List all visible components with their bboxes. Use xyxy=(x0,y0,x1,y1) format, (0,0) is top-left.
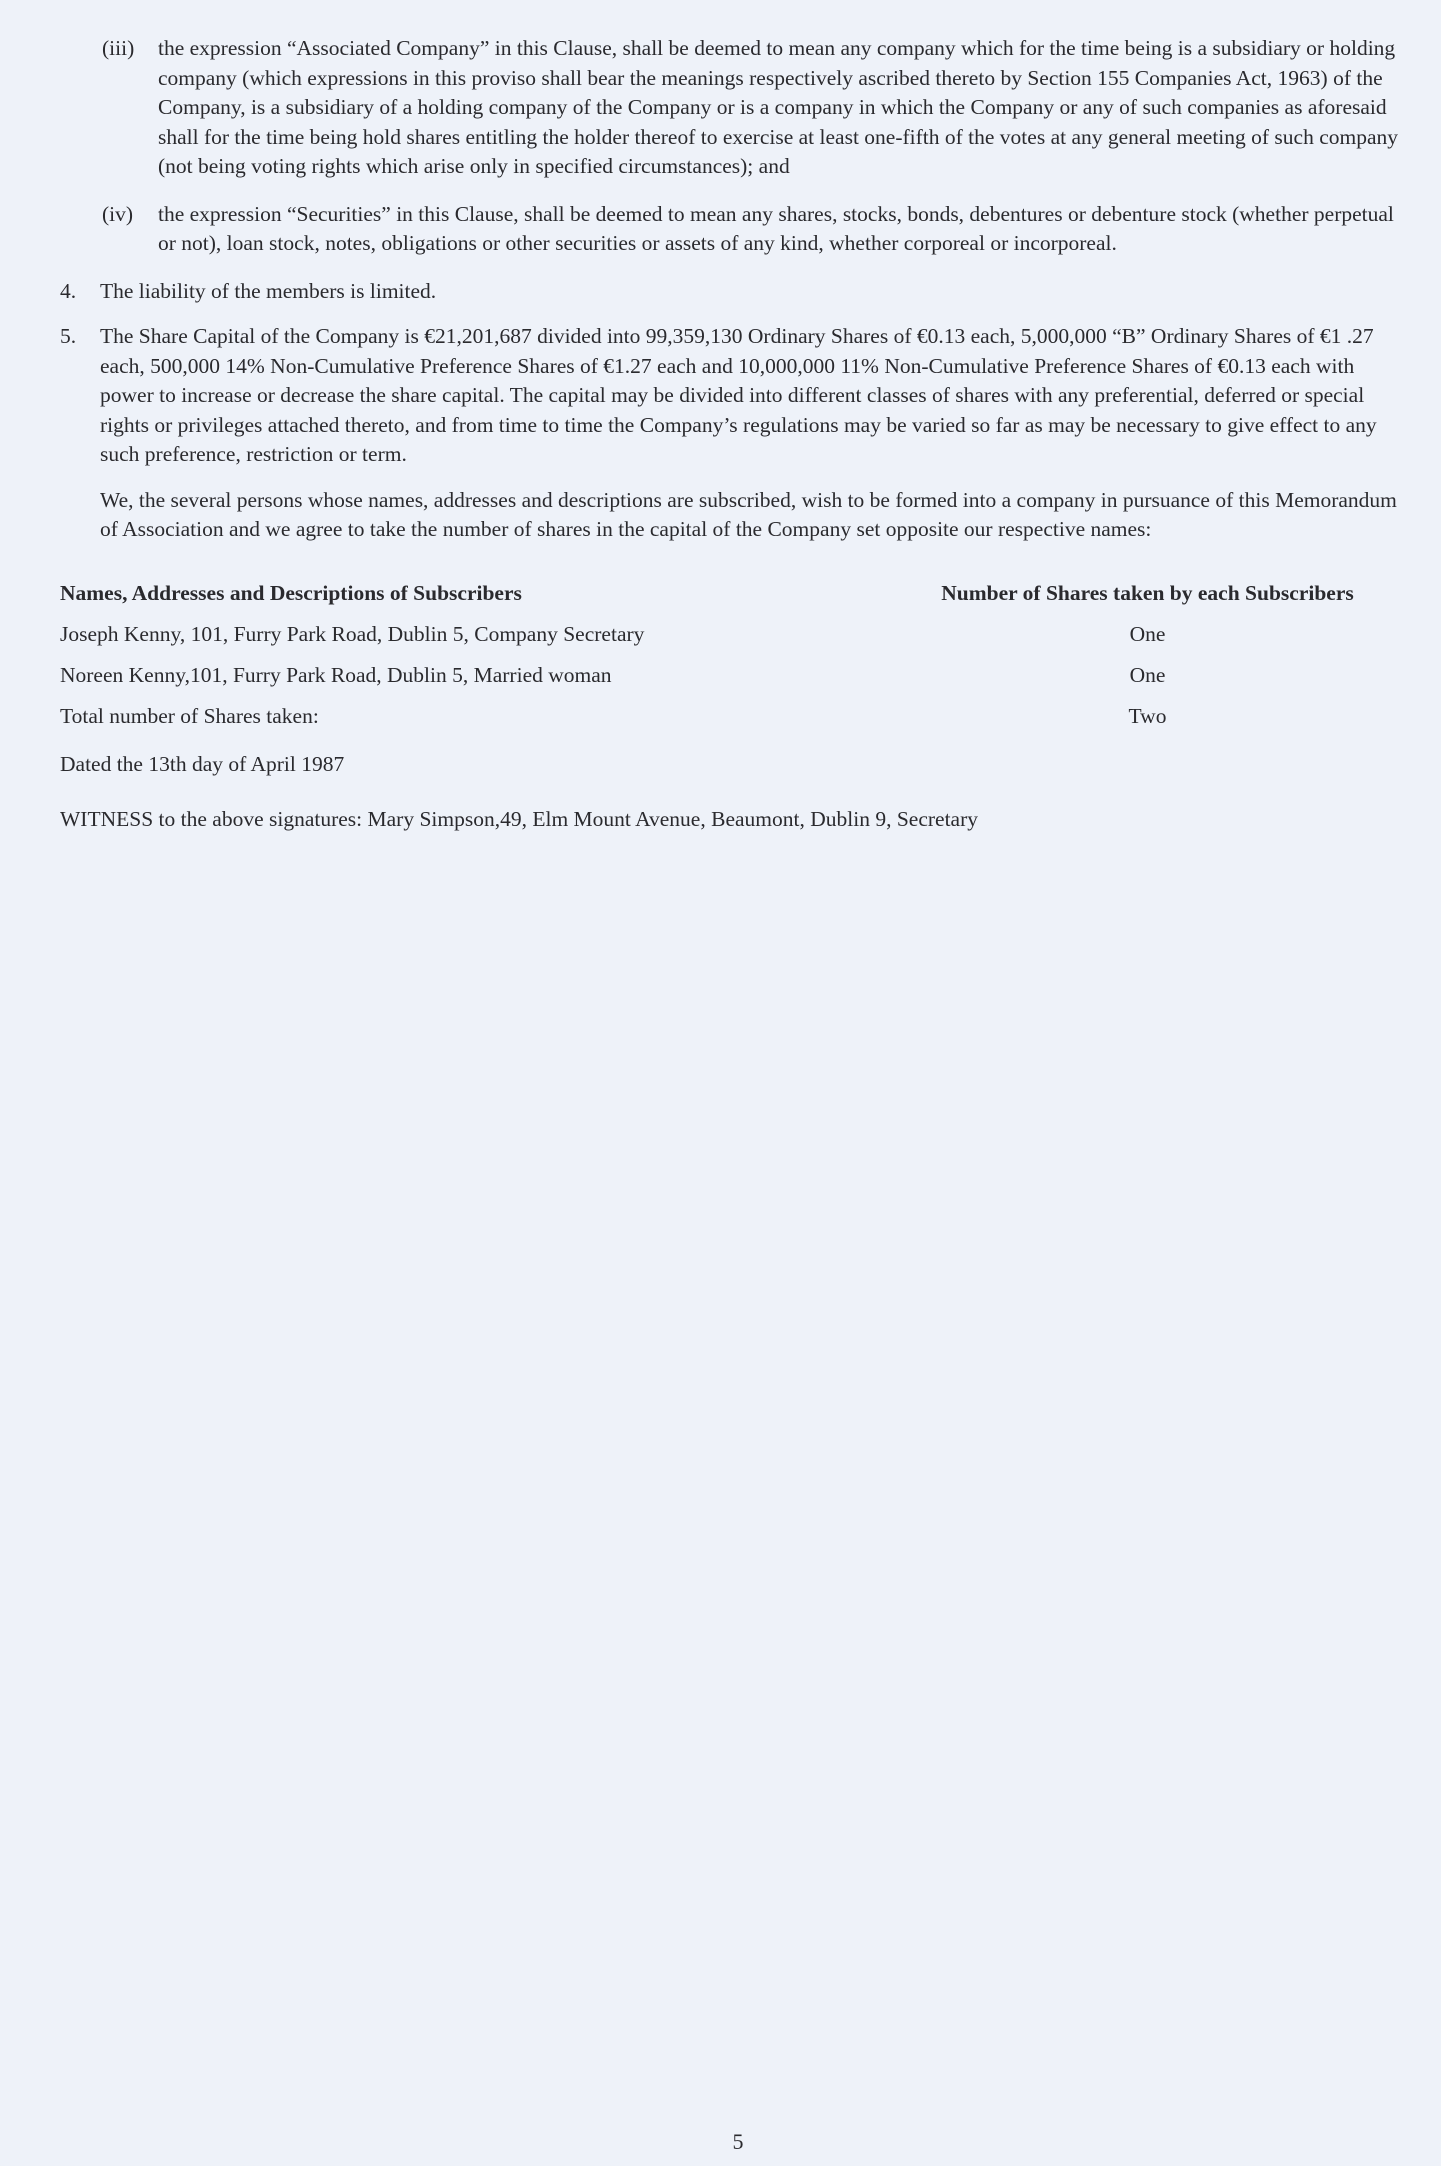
subclause-text: the expression “Associated Company” in this Clause, shall be deemed to mean any company which for the time being is a subsidiary or holding company (which expressions in this proviso shall bear the meanings respectively ascribed thereto by Section 155 Companies Act, 1963) of the Company, is a subsidiary of a holding company of the Company or is a company in which the Company or any of such companies as aforesaid shall for the time being hold shares entitling the holder thereof to exercise at least one-fifth of the votes at any general meeting of such company (not being voting rights which arise only in specified circumstances); and xyxy=(158,36,1399,178)
witness-line: WITNESS to the above signatures: Mary Simpson,49, Elm Mount Avenue, Beaumont, Dublin 9, Secretary xyxy=(60,807,978,831)
total-label: Total number of Shares taken: xyxy=(60,704,319,729)
clause-number: 5. xyxy=(60,324,77,348)
page-number: 5 xyxy=(732,2129,744,2154)
table-row-total xyxy=(60,697,1390,738)
subscriber-shares: One xyxy=(1129,663,1166,688)
subclause-iii xyxy=(60,34,1421,182)
subclause-marker: (iii) xyxy=(102,36,135,60)
header-shares: Number of Shares taken by each Subscribers xyxy=(941,580,1354,605)
clause-text: The Share Capital of the Company is €21,201,687 divided into 99,359,130 Ordinary Shares of €0.13 each, 5,000,000 “B” Ordinary Shares of €1 .27 each, 500,000 14% Non-Cumulative Preference Shares of €1.27 each and 10,000,000 11% Non-Cumulative Preference Shares of €0.13 each with power to increase or decrease the share capital. The capital may be divided into different classes of shares with any preferential, deferred or special rights or privileges attached thereto, and from time to time the Company’s regulations may be varied so far as may be necessary to give effect to any such preference, restriction or term. xyxy=(100,324,1377,466)
subscriber-name: Noreen Kenny,101, Furry Park Road, Dublin 5, Married woman xyxy=(60,663,612,688)
subscriber-shares: One xyxy=(1129,622,1166,647)
clause-number: 4. xyxy=(60,278,77,303)
table-row xyxy=(60,656,1390,697)
clause-text: The liability of the members is limited. xyxy=(100,278,437,303)
header-names: Names, Addresses and Descriptions of Subscribers xyxy=(60,580,522,605)
total-shares: Two xyxy=(1128,704,1167,729)
dated-line: Dated the 13th day of April 1987 xyxy=(60,751,345,776)
subclause-marker: (iv) xyxy=(102,201,134,226)
subscriber-name: Joseph Kenny, 101, Furry Park Road, Dublin 5, Company Secretary xyxy=(60,622,645,647)
subscribers-table-header xyxy=(60,573,1390,615)
clause-5 xyxy=(60,322,1421,470)
subclause-text: the expression “Securities” in this Clause, shall be deemed to mean any shares, stocks, bonds, debentures or debenture stock (whether perpetual or not), loan stock, notes, obligations or other securities or assets of any kind, whether corporeal or incorporeal. xyxy=(158,201,1394,255)
subclause-iv xyxy=(60,200,1421,259)
table-row xyxy=(60,615,1390,656)
subscription-paragraph: We, the several persons whose names, addresses and descriptions are subscribed, wish to be formed into a company in pursuance of this Memorandum of Association and we agree to take the number of shares in the capital of the Company set opposite our respective names: xyxy=(100,487,1397,541)
clause-4 xyxy=(60,277,1421,307)
subscribers-table xyxy=(60,573,1390,738)
